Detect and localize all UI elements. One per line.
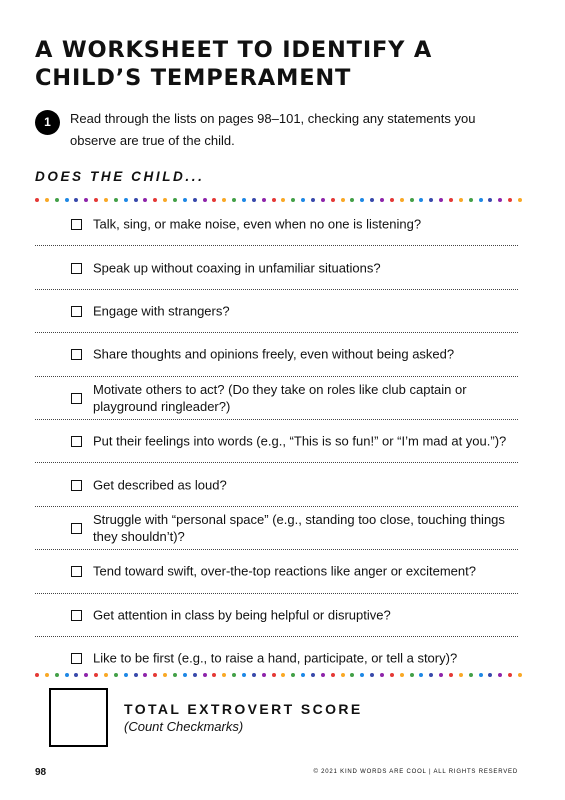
divider-dot (272, 198, 276, 202)
checklist-item-text: Tend toward swift, over-the-top reactions like anger or excitement? (93, 563, 476, 579)
divider-dot (419, 673, 423, 677)
checklist-item (35, 463, 518, 506)
divider-dot (203, 673, 207, 677)
copyright-notice: © 2021 KIND WORDS ARE COOL | ALL RIGHTS RESERVED (313, 769, 518, 775)
divider-dot (242, 198, 246, 202)
divider-dot (45, 673, 49, 677)
checklist-item (35, 420, 518, 463)
divider-dot (321, 198, 325, 202)
divider-dot (301, 198, 305, 202)
divider-dot (508, 673, 512, 677)
checklist-item (35, 594, 518, 637)
checkbox[interactable] (71, 349, 82, 360)
divider-dot (291, 198, 295, 202)
divider-dot (331, 198, 335, 202)
divider-dot (341, 198, 345, 202)
divider-dot (272, 673, 276, 677)
divider-dot (163, 673, 167, 677)
divider-dot (380, 198, 384, 202)
divider-dot (311, 198, 315, 202)
divider-dot (410, 198, 414, 202)
checkbox[interactable] (71, 306, 82, 317)
checklist-item-text: Speak up without coaxing in unfamiliar situations? (93, 260, 381, 276)
divider-dot (55, 673, 59, 677)
divider-dot (183, 198, 187, 202)
divider-dot (321, 673, 325, 677)
page-number: 98 (35, 767, 47, 778)
divider-dot (350, 198, 354, 202)
divider-dot (301, 673, 305, 677)
divider-dot (350, 673, 354, 677)
checkbox[interactable] (71, 436, 82, 447)
divider-dot (459, 198, 463, 202)
divider-dot (222, 673, 226, 677)
divider-dot (390, 673, 394, 677)
divider-dot (469, 198, 473, 202)
checkbox[interactable] (71, 523, 82, 534)
title-line-1: A WORKSHEET TO IDENTIFY A (35, 37, 433, 63)
divider-dot (410, 673, 414, 677)
divider-dot (242, 673, 246, 677)
divider-dot (429, 673, 433, 677)
divider-dot (74, 673, 78, 677)
checklist-item-text: Struggle with “personal space” (e.g., standing too close, touching things they shouldn’t)? (93, 511, 505, 544)
divider-dot (35, 198, 39, 202)
step-instruction-text: Read through the lists on pages 98–101, checking any statements you observe are true of the child. (70, 111, 476, 148)
divider-dot (498, 673, 502, 677)
checklist-item-text: Talk, sing, or make noise, even when no one is listening? (93, 216, 422, 232)
divider-dot (203, 198, 207, 202)
divider-dot (262, 198, 266, 202)
divider-dot (281, 673, 285, 677)
divider-dot (479, 198, 483, 202)
title-line-2: CHILD’S TEMPERAMENT (35, 65, 352, 91)
divider-dot (222, 198, 226, 202)
divider-dot (114, 673, 118, 677)
divider-dot (65, 198, 69, 202)
divider-dot (439, 198, 443, 202)
worksheet-title (35, 36, 535, 92)
divider-dot (232, 673, 236, 677)
divider-dot (173, 198, 177, 202)
divider-dot (281, 198, 285, 202)
step-number-badge: 1 (35, 110, 60, 135)
divider-dot (55, 198, 59, 202)
divider-dot (124, 198, 128, 202)
divider-dot (35, 673, 39, 677)
divider-dot (459, 673, 463, 677)
checklist-item (35, 550, 518, 593)
divider-dot (45, 198, 49, 202)
divider-dot (380, 673, 384, 677)
divider-dot (390, 198, 394, 202)
divider-dot (153, 673, 157, 677)
divider-dot (419, 198, 423, 202)
divider-dot (370, 198, 374, 202)
divider-dot (262, 673, 266, 677)
checkbox[interactable] (71, 219, 82, 230)
divider-dot (84, 198, 88, 202)
divider-dot (360, 198, 364, 202)
checklist-item (35, 203, 518, 246)
divider-dot (469, 673, 473, 677)
divider-dot (74, 198, 78, 202)
checklist-item-text: Get described as loud? (93, 477, 227, 493)
divider-dot (143, 673, 147, 677)
divider-dot (134, 198, 138, 202)
divider-dot (341, 673, 345, 677)
divider-dot (498, 198, 502, 202)
section-heading: DOES THE CHILD... (35, 169, 205, 184)
checklist-item-text: Motivate others to act? (Do they take on roles like club captain or playground ringleader?) (93, 381, 467, 414)
divider-dot (400, 673, 404, 677)
checklist-item (35, 507, 518, 550)
dotted-divider-bottom (35, 673, 520, 679)
checklist-item-text: Engage with strangers? (93, 303, 230, 319)
divider-dot (114, 198, 118, 202)
checklist-item (35, 377, 518, 420)
divider-dot (143, 198, 147, 202)
score-entry-box[interactable] (49, 688, 108, 747)
score-subtitle: (Count Checkmarks) (124, 719, 244, 734)
checklist-item-text: Get attention in class by being helpful or disruptive? (93, 607, 391, 623)
divider-dot (212, 198, 216, 202)
divider-dot (94, 198, 98, 202)
divider-dot (518, 673, 522, 677)
divider-dot (291, 673, 295, 677)
divider-dot (124, 673, 128, 677)
checkbox[interactable] (71, 393, 82, 404)
divider-dot (104, 673, 108, 677)
divider-dot (429, 198, 433, 202)
divider-dot (508, 198, 512, 202)
checkbox[interactable] (71, 610, 82, 621)
divider-dot (232, 198, 236, 202)
score-title: TOTAL EXTROVERT SCORE (124, 701, 363, 717)
divider-dot (65, 673, 69, 677)
divider-dot (163, 198, 167, 202)
divider-dot (488, 673, 492, 677)
checklist-item-text: Like to be first (e.g., to raise a hand, participate, or tell a story)? (93, 650, 458, 666)
divider-dot (479, 673, 483, 677)
divider-dot (94, 673, 98, 677)
checkbox[interactable] (71, 263, 82, 274)
divider-dot (173, 673, 177, 677)
checklist-item (35, 333, 518, 376)
checklist-item-text: Share thoughts and opinions freely, even without being asked? (93, 346, 455, 362)
divider-dot (449, 198, 453, 202)
divider-dot (311, 673, 315, 677)
checklist-item-text: Put their feelings into words (e.g., “This is so fun!” or “I’m mad at you.”)? (93, 433, 507, 449)
divider-dot (193, 673, 197, 677)
checklist-item (35, 246, 518, 289)
checkbox[interactable] (71, 480, 82, 491)
divider-dot (104, 198, 108, 202)
divider-dot (193, 198, 197, 202)
checklist (35, 203, 518, 679)
divider-dot (153, 198, 157, 202)
divider-dot (212, 673, 216, 677)
divider-dot (449, 673, 453, 677)
divider-dot (252, 673, 256, 677)
divider-dot (439, 673, 443, 677)
divider-dot (252, 198, 256, 202)
checkbox[interactable] (71, 653, 82, 664)
checklist-item (35, 290, 518, 333)
divider-dot (331, 673, 335, 677)
divider-dot (370, 673, 374, 677)
divider-dot (518, 198, 522, 202)
divider-dot (400, 198, 404, 202)
divider-dot (134, 673, 138, 677)
divider-dot (84, 673, 88, 677)
checkbox[interactable] (71, 566, 82, 577)
divider-dot (488, 198, 492, 202)
divider-dot (360, 673, 364, 677)
divider-dot (183, 673, 187, 677)
